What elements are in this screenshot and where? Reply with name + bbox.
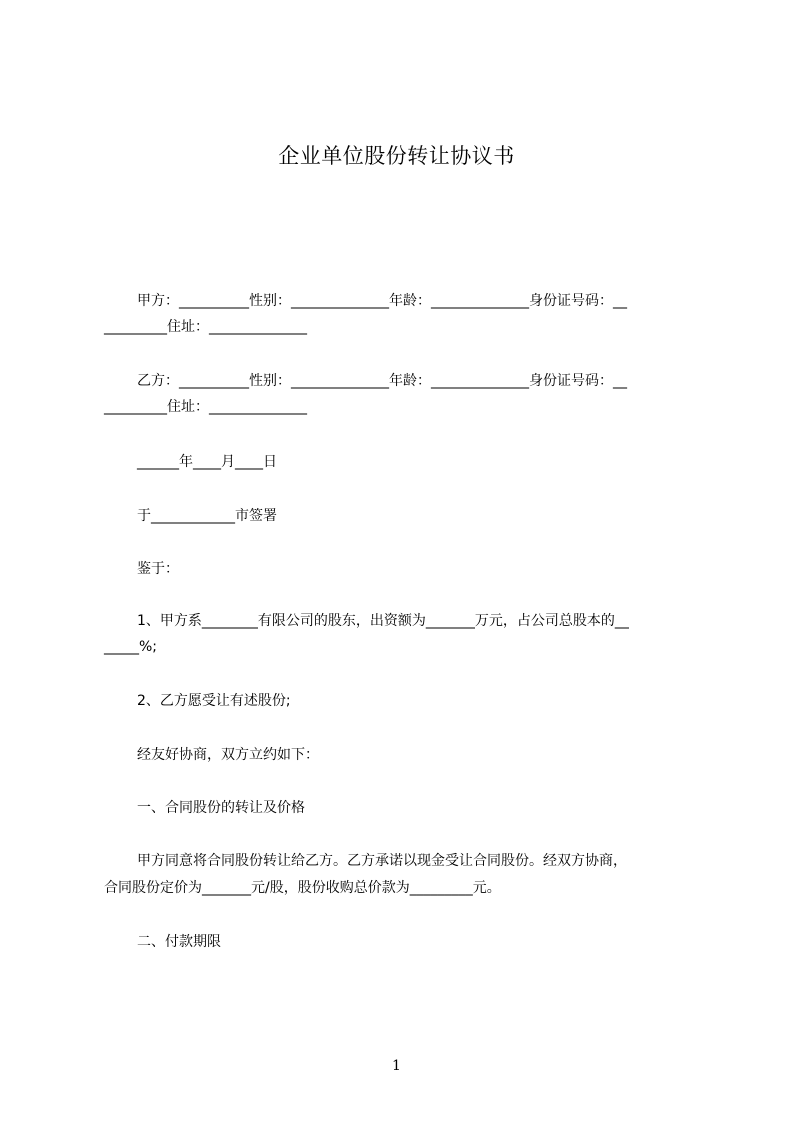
section-1-line-1: 甲方同意将合同股份转让给乙方。乙方承诺以现金受让合同股份。经双方协商， (137, 853, 627, 869)
party-a-line-2: _________住址：______________ (104, 319, 307, 335)
whereas-label: 鉴于： (137, 561, 179, 577)
place-line: 于____________市签署 (137, 508, 277, 524)
document-title: 企业单位股份转让协议书 (278, 144, 515, 168)
agreement-line: 经友好协商，双方立约如下： (137, 747, 319, 763)
section-1-line-2: 合同股份定价为_______元/股，股份收购总价款为_________元。 (104, 880, 501, 896)
clause-2: 2、乙方愿受让有述股份; (137, 693, 291, 709)
party-b-line-2: _________住址：______________ (104, 399, 307, 415)
clause-1-line-2: _____%; (104, 639, 158, 655)
clause-1-line-1: 1、甲方系________有限公司的股东，出资额为_______万元，占公司总股本的__ (137, 613, 629, 629)
page-number: 1 (392, 1058, 401, 1074)
party-b-line-1: 乙方：__________性别：______________年龄：______________身份证号码：__ (137, 373, 627, 389)
section-1-heading: 一、合同股份的转让及价格 (137, 800, 305, 816)
section-2-heading: 二、付款期限 (137, 934, 221, 950)
date-line: ______年____月____日 (137, 454, 277, 470)
party-a-line-1: 甲方：__________性别：______________年龄：______________身份证号码：__ (137, 293, 627, 309)
